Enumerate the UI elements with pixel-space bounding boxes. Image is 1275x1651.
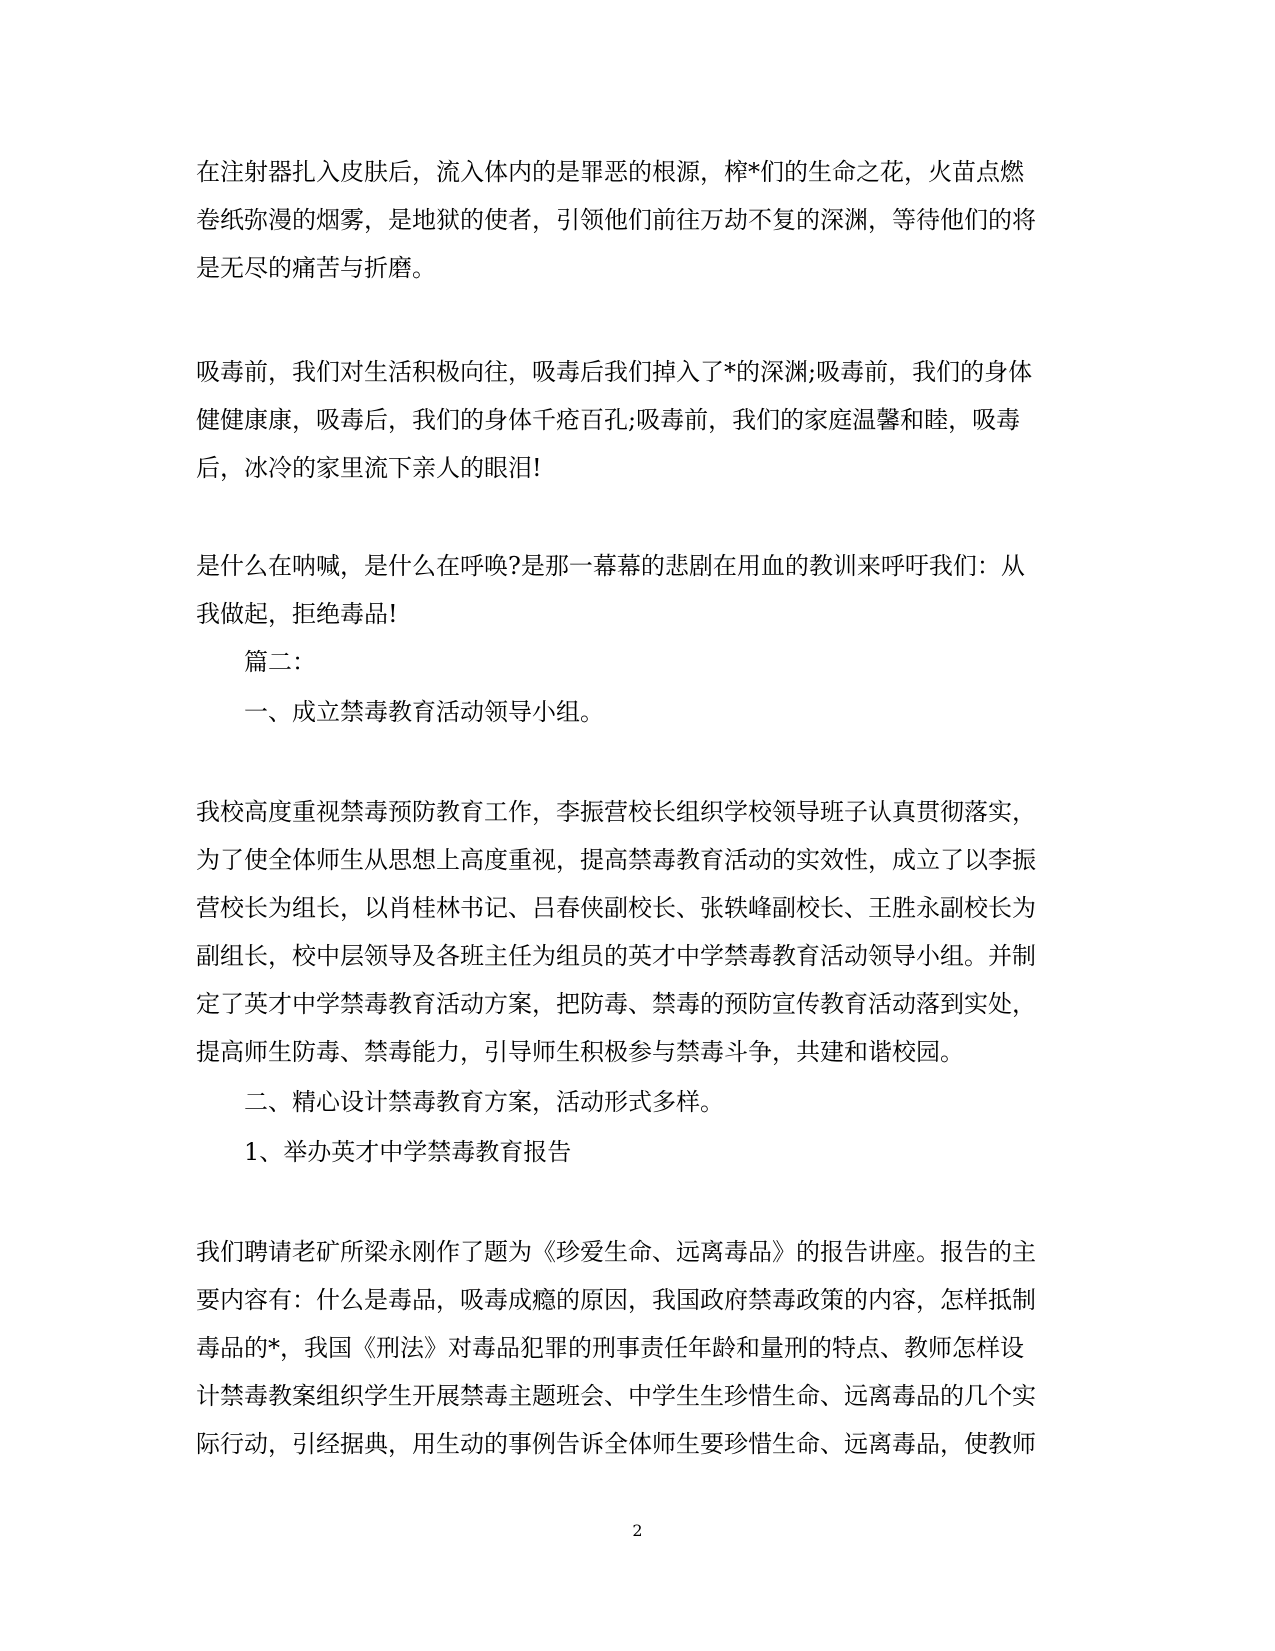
text-line: 副组长，校中层领导及各班主任为组员的英才中学禁毒教育活动领导小组。并制 [196,942,1036,970]
text-line: 定了英才中学禁毒教育活动方案，把防毒、禁毒的预防宣传教育活动落到实处， [196,990,1036,1018]
text-line: 我校高度重视禁毒预防教育工作，李振营校长组织学校领导班子认真贯彻落实， [196,798,1036,826]
text-line: 计禁毒教案组织学生开展禁毒主题班会、中学生生珍惜生命、远离毒品的几个实 [196,1382,1036,1410]
text-line: 卷纸弥漫的烟雾，是地狱的使者，引领他们前往万劫不复的深渊，等待他们的将 [196,206,1036,234]
text-line: 吸毒前，我们对生活积极向往，吸毒后我们掉入了*的深渊;吸毒前，我们的身体 [196,358,1033,386]
text-line: 要内容有：什么是毒品，吸毒成瘾的原因，我国政府禁毒政策的内容，怎样抵制 [196,1286,1036,1314]
text-line: 营校长为组长，以肖桂林书记、吕春侠副校长、张轶峰副校长、王胜永副校长为 [196,894,1036,922]
section-heading: 篇二： [244,648,316,676]
text-line: 际行动，引经据典，用生动的事例告诉全体师生要珍惜生命、远离毒品，使教师 [196,1430,1036,1458]
text-line: 我们聘请老矿所梁永刚作了题为《珍爱生命、远离毒品》的报告讲座。报告的主 [196,1238,1036,1266]
text-line: 后，冰冷的家里流下亲人的眼泪! [196,454,542,482]
section-heading: 一、成立禁毒教育活动领导小组。 [244,698,604,726]
text-line: 是什么在呐喊，是什么在呼唤?是那一幕幕的悲剧在用血的教训来呼吁我们：从 [196,552,1025,580]
page-number: 2 [632,1521,643,1540]
text-line: 为了使全体师生从思想上高度重视，提高禁毒教育活动的实效性，成立了以李振 [196,846,1036,874]
section-heading: 二、精心设计禁毒教育方案，活动形式多样。 [244,1088,724,1116]
text-line: 健健康康，吸毒后，我们的身体千疮百孔;吸毒前，我们的家庭温馨和睦，吸毒 [196,406,1021,434]
text-line: 在注射器扎入皮肤后，流入体内的是罪恶的根源，榨*们的生命之花，火苗点燃 [196,158,1024,186]
text-line: 我做起，拒绝毒品! [196,600,398,628]
text-line: 毒品的*，我国《刑法》对毒品犯罪的刑事责任年龄和量刑的特点、教师怎样设 [196,1334,1024,1362]
text-line: 提高师生防毒、禁毒能力，引导师生积极参与禁毒斗争，共建和谐校园。 [196,1038,964,1066]
text-line: 是无尽的痛苦与折磨。 [196,254,436,282]
subsection-heading: 1、举办英才中学禁毒教育报告 [244,1138,572,1166]
